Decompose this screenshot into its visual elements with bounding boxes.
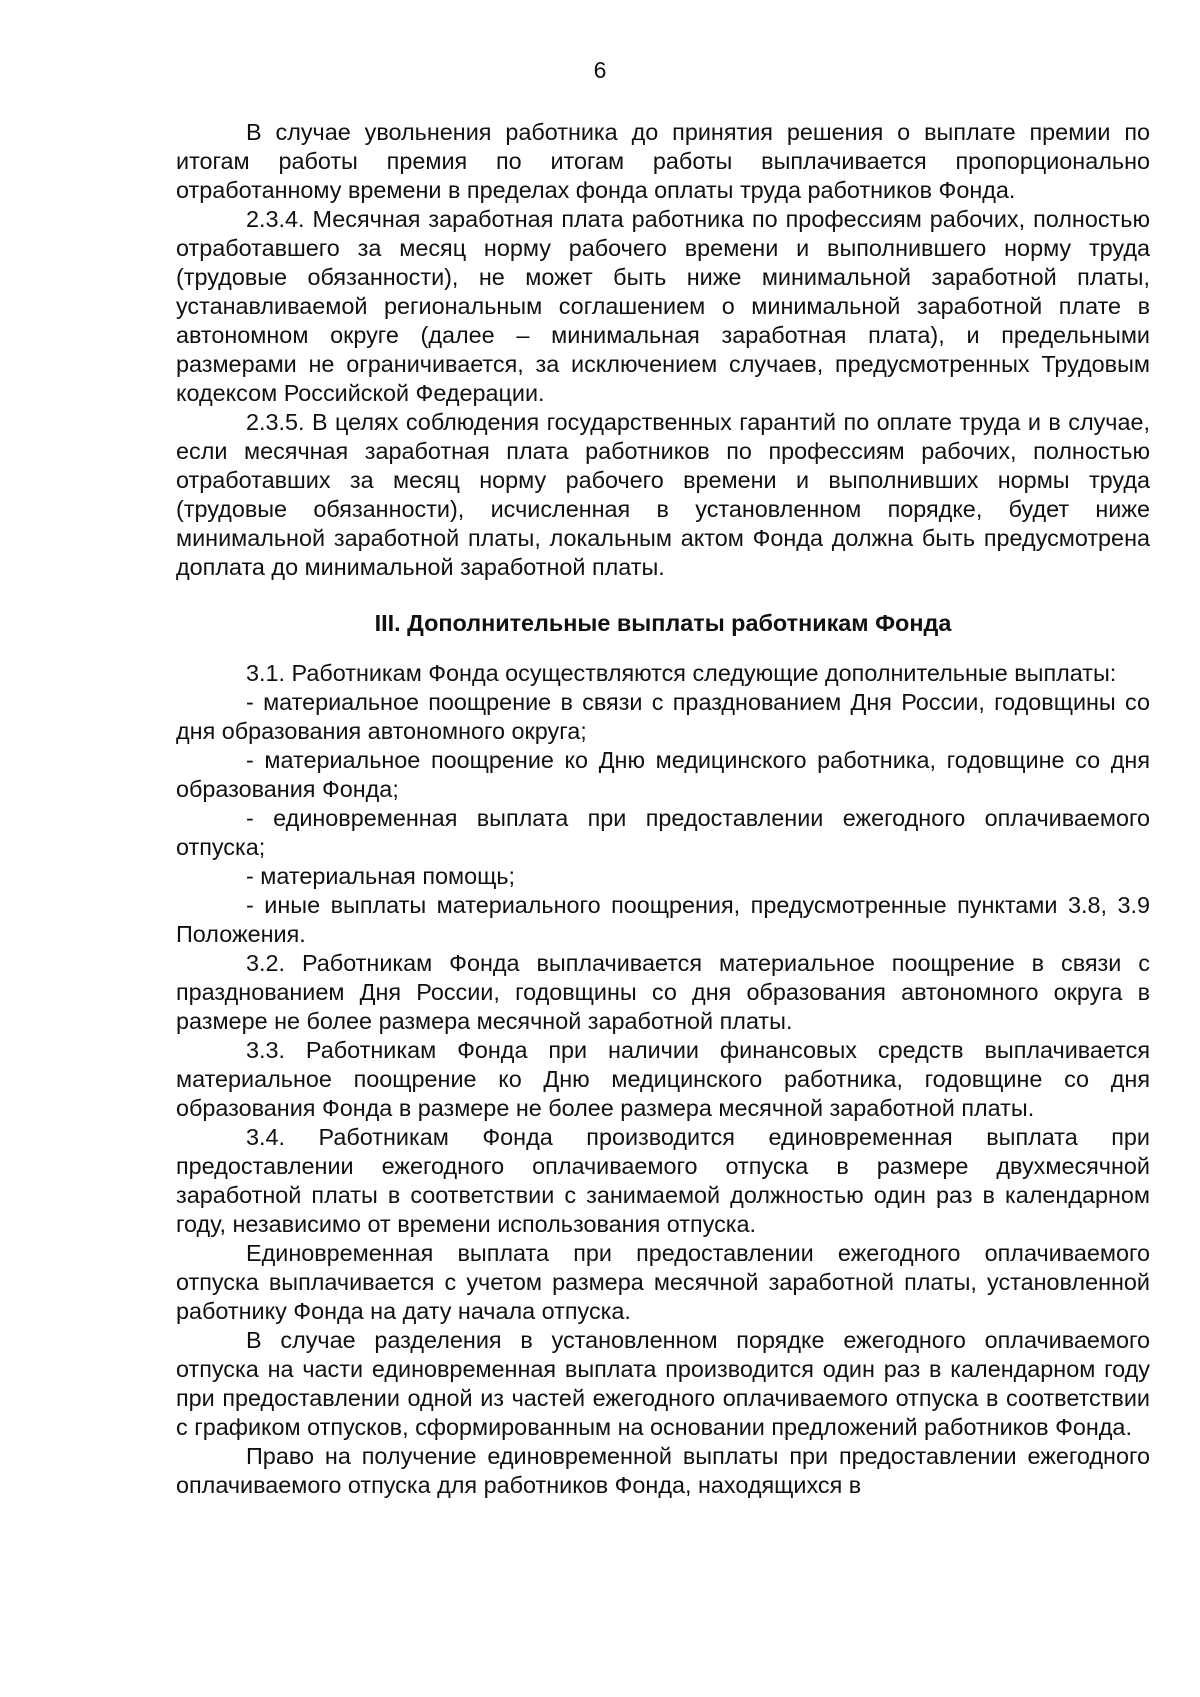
- paragraph-3-3: 3.3. Работникам Фонда при наличии финансовых средств выплачивается материальное поощрение ко Дню медицинского работника, годовщине со дня образования Фонда в размере не более размера месячной заработной платы.: [176, 1037, 1150, 1121]
- paragraph-3-4: 3.4. Работникам Фонда производится единовременная выплата при предоставлении ежегодного оплачиваемого отпуска в размере двухмесячной заработной платы в соответствии с занимаемой должностью один раз в календарном году, независимо от времени использования отпуска.: [176, 1124, 1150, 1237]
- paragraph-vacation-payment-calculation: Единовременная выплата при предоставлении ежегодного оплачиваемого отпуска выплачивается с учетом размера месячной заработной платы, установленной работнику Фонда на дату начала отпуска.: [176, 1240, 1150, 1324]
- paragraph-3-1: 3.1. Работникам Фонда осуществляются следующие дополнительные выплаты:: [246, 660, 1117, 686]
- document-body: [176, 118, 1150, 1500]
- paragraph-payment-right: Право на получение единовременной выплаты при предоставлении ежегодного оплачиваемого отпуска для работников Фонда, находящихся в: [176, 1443, 1150, 1498]
- paragraph-dismissal-bonus: В случае увольнения работника до принятия решения о выплате премии по итогам работы премия по итогам работы выплачивается пропорционально отработанному времени в пределах фонда оплаты труда работников Фонда.: [176, 119, 1150, 203]
- list-item-vacation-payment: - единовременная выплата при предоставлении ежегодного оплачиваемого отпуска;: [176, 805, 1150, 860]
- list-item-financial-aid: - материальная помощь;: [246, 863, 516, 889]
- paragraph-3-2: 3.2. Работникам Фонда выплачивается материальное поощрение в связи с празднованием Дня России, годовщины со дня образования автономного округа в размере не более размера месячной заработной платы.: [176, 950, 1150, 1034]
- paragraph-vacation-split: В случае разделения в установленном порядке ежегодного оплачиваемого отпуска на части единовременная выплата производится один раз в календарном году при предоставлении одной из частей ежегодного оплачиваемого отпуска в соответствии с графиком отпусков, сформированным на основании предложений работников Фонда.: [176, 1327, 1150, 1440]
- page-number: 6: [593, 57, 607, 83]
- paragraph-2-3-5: 2.3.5. В целях соблюдения государственных гарантий по оплате труда и в случае, если месячная заработная плата работников по профессиям рабочих, полностью отработавших за месяц норму рабочего времени и выполнивших нормы труда (трудовые обязанности), исчисленная в установленном порядке, будет ниже минимальной заработной платы, локальным актом Фонда должна быть предусмотрена доплата до минимальной заработной платы.: [176, 409, 1150, 580]
- section-heading: III. Дополнительные выплаты работникам Фонда: [374, 610, 952, 636]
- list-item-other-payments: - иные выплаты материального поощрения, предусмотренные пунктами 3.8, 3.9 Положения.: [176, 892, 1150, 947]
- list-item-russia-day-bonus: - материальное поощрение в связи с празднованием Дня России, годовщины со дня образования автономного округа;: [176, 689, 1150, 744]
- list-item-medical-worker-bonus: - материальное поощрение ко Дню медицинского работника, годовщине со дня образования Фонда;: [176, 747, 1150, 802]
- paragraph-2-3-4: 2.3.4. Месячная заработная плата работника по профессиям рабочих, полностью отработавшего за месяц норму рабочего времени и выполнившего норму труда (трудовые обязанности), не может быть ниже минимальной заработной платы, устанавливаемой региональным соглашением о минимальной заработной плате в автономном округе (далее – минимальная заработная плата), и предельными размерами не ограничивается, за исключением случаев, предусмотренных Трудовым кодексом Российской Федерации.: [176, 206, 1150, 406]
